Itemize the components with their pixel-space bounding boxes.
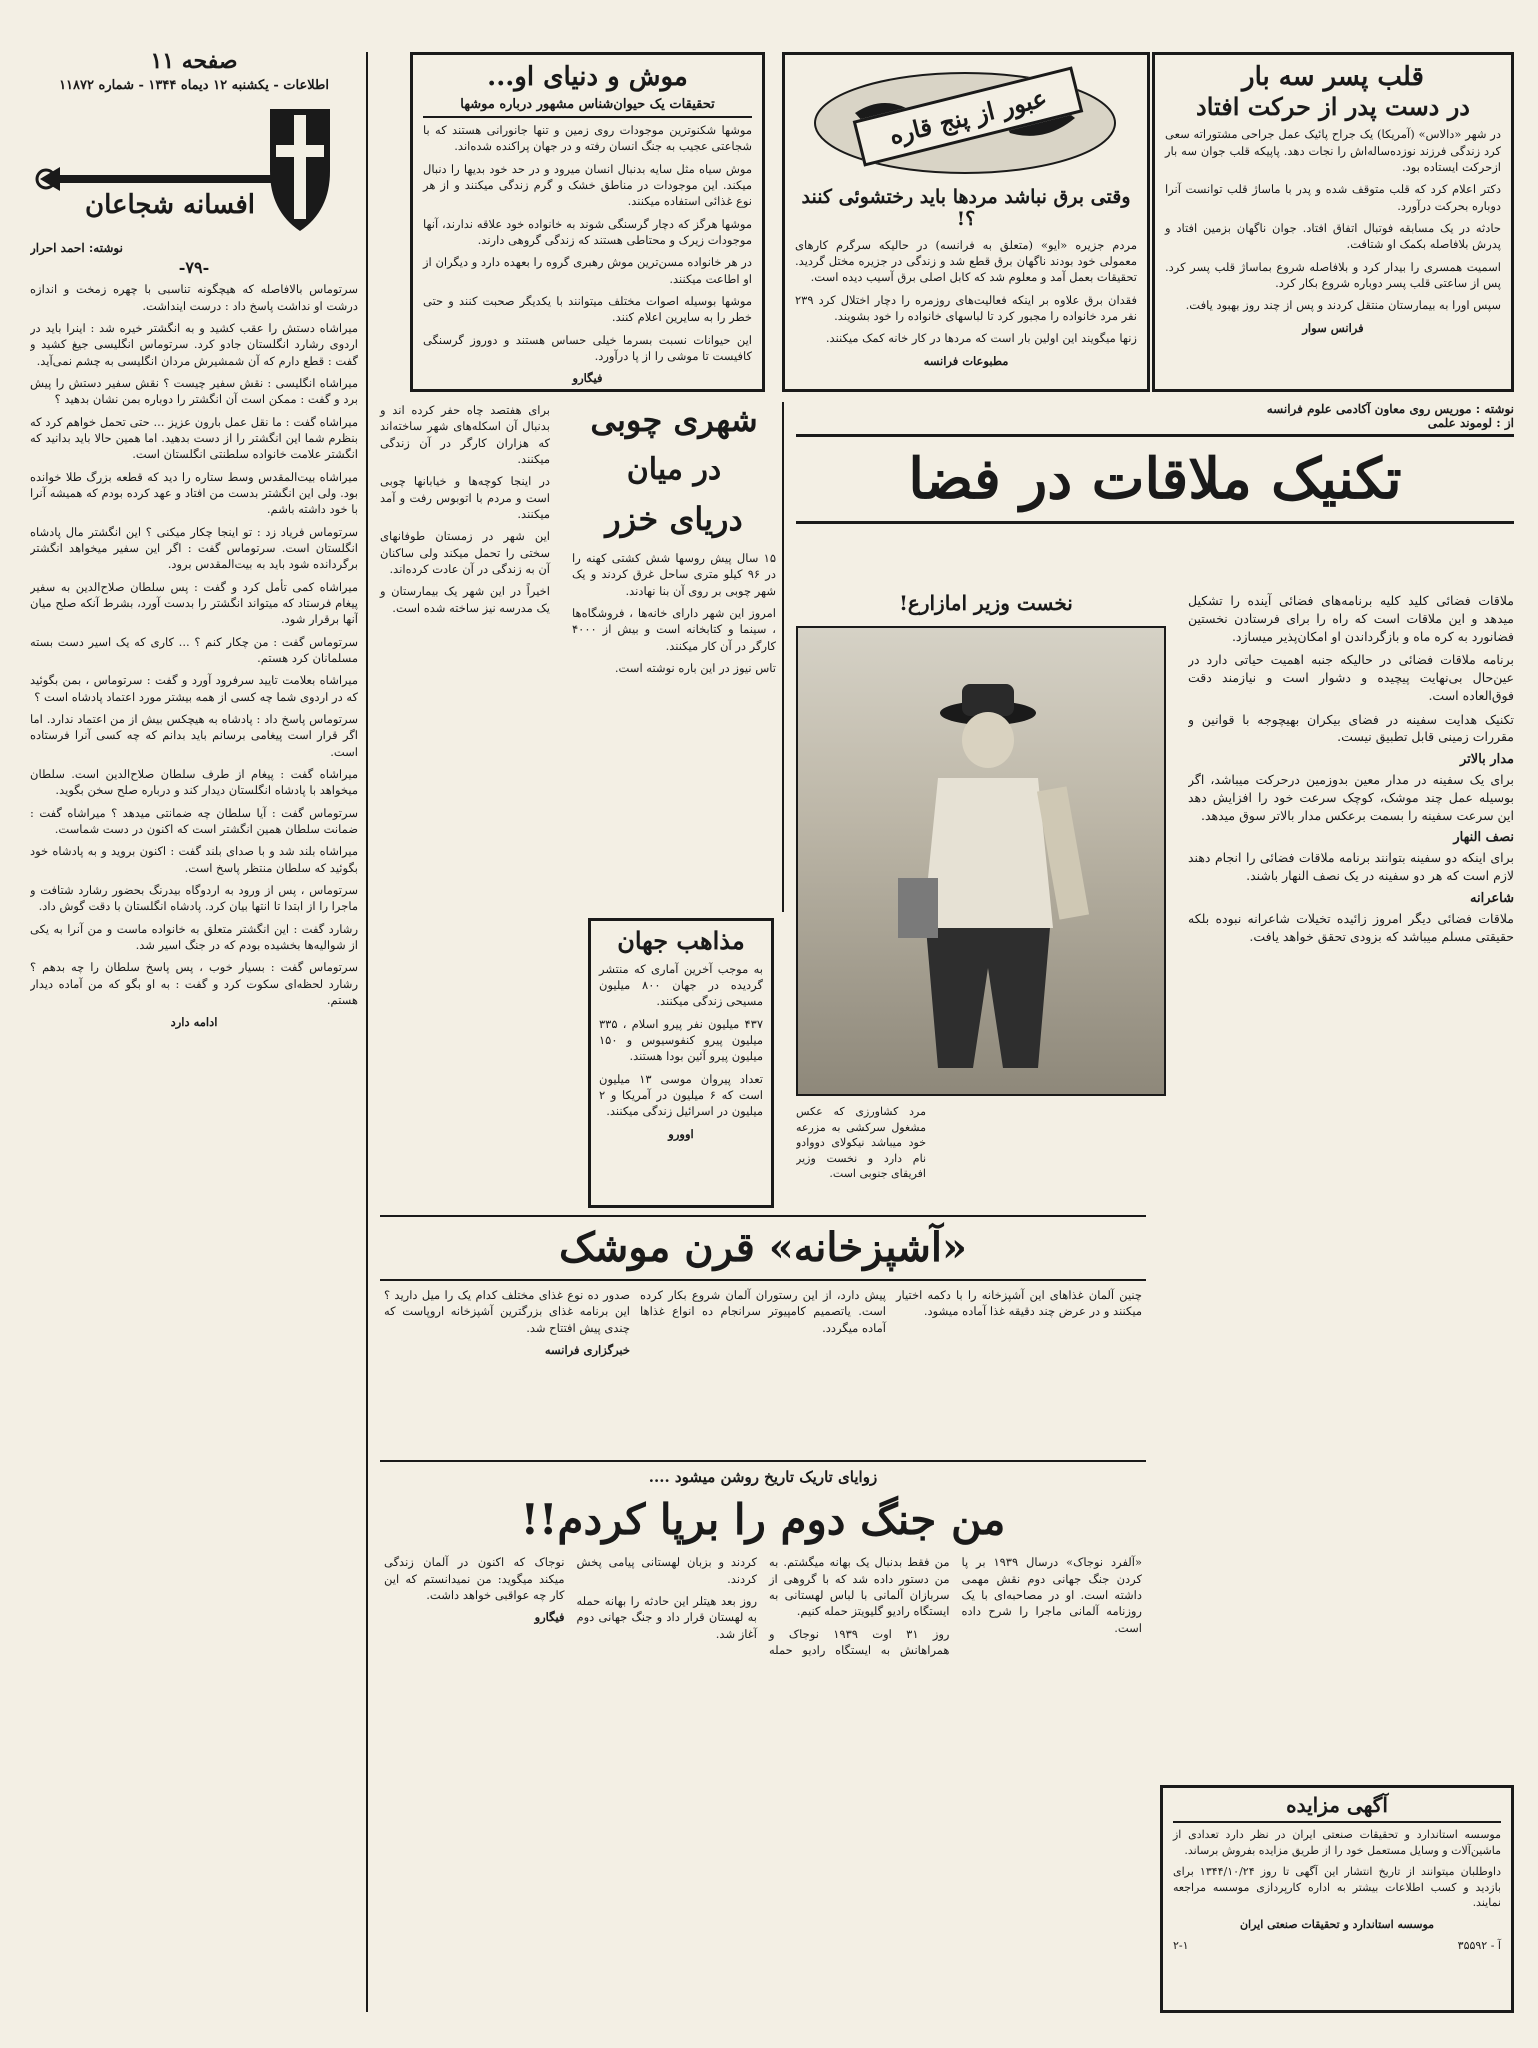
lightning-source: مطبوعات فرانسه	[923, 353, 1009, 368]
heart-paragraph: دکتر اعلام کرد که قلب متوقف شده و پدر با ماساژ قلب توانست آنرا دوباره بحرکت درآورد.	[1165, 182, 1501, 213]
story-paragraph: رشارد گفت : این انگشتر متعلق به خانواده ماست و من آنرا به یکی از شوالیه‌ها بخشیده بودم که در جنگ اسیر شد.	[30, 921, 358, 952]
story-title: افسانه شجاعان	[84, 190, 255, 220]
lightning-article	[782, 52, 1150, 392]
ww2-article	[380, 1460, 1146, 2028]
story-paragraph: سرتوماس گفت : بسیار خوب ، پس پاسخ سلطان را چه بدهم ؟ رشارد لحظه‌ای سکوت کرد و گفت : به او بگو که من آماده دیدار هستم.	[30, 960, 358, 1007]
auction-footer-code: ۲-۱	[1173, 1938, 1189, 1952]
story-paragraph: سرتوماس پاسخ داد : پادشاه به هیچکس بیش از من اعتماد ندارد. اما اگر قرار است پیغامی برسانم باید بدانم که چه کسی آنرا فرستاده است.	[30, 711, 358, 759]
story-paragraph: میراشاه بعلامت تایید سرفرود آورد و گفت : سرتوماس ، بمن بگوئید که در اردوی شما چه کسی از همه بیشتر مورد اعتماد پادشاه است ؟	[30, 673, 358, 704]
space-paragraph: تکنیک هدایت سفینه در فضای بیکران بهیچوجه با قوانین و مقررات زمینی قابل تطبیق نیست.	[1188, 711, 1514, 745]
space-text	[1188, 592, 1514, 1777]
story-paragraph: سرتوماس ، پس از ورود به اردوگاه بیدرنگ بحضور رشارد شتافت و ماجرا را از ابتدا تا انتها بیان کرد. پادشاه انگلستان با دقت گوش داد.	[30, 882, 358, 914]
wooden-city-title2: در میان	[626, 451, 722, 487]
middle-paragraph: اخیراً در این شهر یک بیمارستان و یک مدرسه نیز ساخته شده است.	[380, 584, 550, 615]
space-paragraph: برنامه ملاقات فضائی در حالیکه جنبه اهمیت حیاتی دارد در عین‌حال بی‌نهایت پیچیده و دشوار است و نیازمند دقت فوق‌العاده است.	[1188, 652, 1514, 703]
photo-caption: مرد کشاورزی که عکس مشغول سرکشی به مزرعه خود میباشد نیکولای دووادو نام دارد و نخست وزیر افریقای جنوبی است.	[796, 1105, 926, 1181]
middle-paragraph: برای هفتصد چاه حفر کرده اند و بدنبال آن اسکله‌های شهر ساخته‌اند که هزاران کارگر در آن زندگی میکنند.	[380, 403, 550, 466]
story-paragraph: میراشاه بیت‌المقدس وسط ستاره را دید که قطعه بزرگ طلا خوانده بود. ولی این انگشتر بدست من افتاد و عهد کرده بودم که همیشه آنرا با خود داشته باشم.	[30, 469, 358, 517]
story-paragraph: سرتوماس گفت : من چکار کنم ؟ ... کاری که یک اسیر دست بسته مسلمانان کرد هستم.	[30, 634, 358, 665]
heart-paragraph: سپس اورا به بیمارستان منتقل کردند و پس از چند روز بهبود یافت.	[1185, 298, 1501, 313]
wooden-city-title1: شهری چوبی	[590, 402, 758, 439]
wooden-city-paragraph: امروز این شهر دارای خانه‌ها ، فروشگاه‌ها ، سینما و کتابخانه است و بیش از ۴۰۰۰ کارگر در آن کار میکنند.	[572, 606, 776, 653]
religions-title: مذاهب جهان	[617, 926, 745, 955]
story-paragraph: میراشاه گفت : ما نقل عمل بارون عزیز ... حتی تحمل خواهم کرد که بنظرم شما این انگشتر را از دست بدهید. اما همین حالا باید بدانید که انگشتر علامت خانواده سلطنتی انگلستان است.	[30, 414, 358, 462]
heart-source: فرانس سوار	[1302, 320, 1364, 335]
mouse-title: موش و دنیای او...	[487, 62, 688, 92]
space-title: تکنیک ملاقات در فضا	[796, 434, 1514, 524]
religions-paragraph: به موجب آخرین آماری که منتشر گردیده در جهان ۸۰۰ میلیون مسیحی زندگی میکنند.	[599, 961, 763, 1009]
lightning-paragraph: زنها میگویند این اولین بار است که مردها در کار خانه کمک میکنند.	[825, 331, 1137, 346]
lightning-paragraph: مردم جزیره «ایو» (متعلق به فرانسه) در حالیکه سرگرم کارهای معمولی خود بودند ناگهان برق قطع شد و زندگی در جزیره مختل گردید. تحقیقات بعمل آمد و معلوم شد که کابل اصلی برق آسیب دیده است.	[795, 237, 1137, 285]
story-byline: نوشته: احمد احرار	[30, 241, 123, 255]
kitchen-title: «آشپزخانه» قرن موشک	[380, 1217, 1146, 1281]
auction-signature: موسسه استاندارد و تحقیقات صنعتی ایران	[1239, 1918, 1435, 1932]
column-divider	[366, 52, 368, 2012]
space-section-heading: نصف النهار	[1453, 830, 1514, 846]
lightning-paragraph: فقدان برق علاوه بر اینکه فعالیت‌های روزمره را دچار اختلال کرد ۲۳۹ نفر مرد خانواده را مجبور کرد تا لباسهای خانواده را خود بشویند.	[795, 292, 1137, 323]
ww2-source: فیگارو	[534, 1610, 565, 1625]
wooden-city-article	[566, 402, 784, 912]
story-paragraph: میراشاه دستش را عقب کشید و به انگشتر خیره شد : اینرا باید در اردوی رشارد انگلستان جادو کرد. سرتوماس انگلیسی جیغ کشید و گفت : قطع دارم که آن شمشیرش مردان انگلیسی به چشم نمی‌آید.	[30, 321, 358, 368]
lightning-title: وقتی برق نباشد مردها باید رختشوئی کنند ؟!	[801, 186, 1131, 230]
story-paragraph: سرتوماس گفت : آیا سلطان چه ضمانتی میدهد ؟ میراشاه گفت : ضمانت سلطان همین انگشتر است که اکنون در دست شماست.	[30, 805, 358, 836]
auction-ref: آ - ۳۵۵۹۲	[1457, 1938, 1501, 1952]
wooden-city-paragraph: ۱۵ سال پیش روسها شش کشتی کهنه را در ۹۶ کیلو متری ساحل غرق کردند و یک شهر چوبی بر روی آن بنا نهادند.	[572, 551, 776, 598]
mouse-paragraph: موشها شکنوترین موجودات روی زمین و تنها جانورانی هستند که با شجاعتی عجیب به جنگ انسان رفته و در جهان پراکنده شده‌اند.	[423, 122, 752, 154]
ww2-paragraph: روز بعد هیتلر این حادثه را بهانه حمله به لهستان قرار داد و جنگ جهانی دوم آغاز شد.	[576, 1593, 757, 1641]
ww2-kicker: زوایای تاریک تاریخ روشن میشود ....	[648, 1468, 878, 1486]
wooden-city-paragraph: تاس نیوز در این باره نوشته است.	[614, 661, 776, 676]
auction-title: آگهی مزایده	[1173, 1794, 1501, 1823]
wooden-city-title3: دریای خزر	[605, 500, 743, 539]
story-banner	[30, 101, 358, 241]
space-section-heading: شاعرانه	[1470, 890, 1514, 906]
space-paragraph: برای اینکه دو سفینه بتوانند برنامه ملاقات فضائی را انجام دهند لازم است که هر دو سفینه در یک نصف النهار باشند.	[1188, 850, 1514, 883]
space-author: نوشته : موریس روی معاون آکادمی علوم فرانسه	[1266, 402, 1514, 416]
middle-paragraph: در اینجا کوچه‌ها و خیابانها چوبی است و مردم با اتوبوس رفت و آمد میکنند.	[380, 474, 550, 521]
page-label: صفحه ۱۱	[150, 48, 238, 74]
story-episode: -۷۹-	[178, 258, 210, 277]
heart-paragraph: در شهر «دالاس» (آمریکا) یک جراح پائیک عمل جراحی مشتوراته سعی کرد زندگی فرزند نوزده‌ساله‌اش را نجات دهد. پاپیکه قلب جوان سه بار ازحرکت ایستاده بود.	[1165, 127, 1501, 175]
kitchen-paragraph: پیش دارد، از این رستوران آلمان شروع بکار کرده است. یاتصمیم کامپیوتر سرانجام ده انواع غذاها آماده میگردد.	[640, 1288, 886, 1335]
ww2-paragraph: «آلفرد نوجاک» درسال ۱۹۳۹ بر پا کردن جنگ جهانی دوم نقش مهمی داشته است. او در مصاحبه‌ای با یک روزنامه آلمانی ماجرا را شرح داده است.	[961, 1555, 1142, 1635]
space-paragraph: ملاقات فضائی کلید کلیه برنامه‌های فضائی آینده را تشکیل میدهد و این ملاقات است که راه را برای فرستادن نخستین فضانورد به کره ماه و بازگرداندن او امکان‌پذیر میسازد.	[1188, 593, 1514, 644]
mouse-source: فیگارو	[572, 371, 603, 386]
story-paragraph: میراشاه انگلیسی : نقش سفیر چیست ؟ نقش سفیر دستش را پیش برد و گفت : ممکن است آن انگشتر را دوباره بمن نشان بدهید ؟	[30, 376, 358, 407]
farmer-figure-icon	[798, 628, 1164, 1094]
story-body	[30, 281, 358, 1030]
space-subtitle: نخست وزیر امازارع!	[899, 592, 1073, 615]
ww2-paragraph: نوجاک که اکنون در آلمان زندگی میکند میگوید: من نمیدانستم که این کار چه عواقبی خواهد داشت.	[384, 1555, 565, 1602]
mouse-paragraph: در هر خانواده مسن‌ترین موش رهبری گروه را بعهده دارد و دیگران از او اطاعت میکنند.	[423, 255, 752, 286]
religions-article	[588, 918, 774, 1208]
story-column	[30, 48, 358, 2028]
story-paragraph: سرتوماس فریاد زد : تو اینجا چکار میکنی ؟ این انگشتر مال پادشاه انگلستان است. سرتوماس گفت : اگر این سفیر میخواهد انگشتر برگردانده شود باید به بیت‌المقدس برود.	[30, 524, 358, 572]
kitchen-source: خبرگزاری فرانسه	[544, 1342, 630, 1357]
ww2-paragraph: روز ۳۱ اوت ۱۹۳۹ نوجاک و همراهانش به ایستگاه رادیو حمله کردند و بزبان لهستانی پیامی پخش کردند.	[576, 1555, 950, 1657]
mouse-paragraph: این حیوانات نسبت بسرما خیلی حساس هستند و دوروز گرسنگی کافیست تا موشی را از پا درآورد.	[423, 332, 752, 363]
middle-paragraph: این شهر در زمستان طوفانهای سختی را تحمل میکند ولی ساکنان آن به زندگی در آن عادت کرده‌اند.	[380, 529, 550, 576]
ww2-paragraph: من فقط بدنبال یک بهانه میگشتم. به من دستور داده شد که با گروهی از سربازان آلمانی با لباس لهستانی به ایستگاه رادیو گلیویتز حمله کنیم.	[769, 1555, 950, 1619]
kitchen-paragraph: صدور ده نوع غذای مختلف کدام یک را میل دارید ؟ این برنامه غذای بزرگترین آشپزخانه اروپاست که چندی پیش افتتاح شد.	[384, 1288, 630, 1335]
issue-line: اطلاعات - یکشنبه ۱۲ دیماه ۱۳۴۴ - شماره ۱۱۸۷۲	[59, 78, 329, 93]
space-section-heading: مدار بالاتر	[1460, 752, 1514, 767]
kitchen-article	[380, 1215, 1146, 1455]
heart-title-line1: قلب پسر سه بار	[1242, 62, 1424, 92]
farmer-photo	[796, 626, 1166, 1096]
masthead	[30, 48, 358, 93]
auction-notice	[1160, 1785, 1514, 2013]
heart-title-line2: در دست پدر از حرکت افتاد	[1196, 91, 1470, 121]
mouse-paragraph: موشها هرگز که دچار گرسنگی شوند به خانواده خود علاقه ندارند، آنها موجودات زیرک و محتاطی هستند که زندگی گروهی دارند.	[423, 216, 752, 247]
heart-paragraph: اسمیت همسری را بیدار کرد و بلافاصله شروع بماساژ قلب پسر کرد. پس از ساعتی قلب پسر دوباره شروع بکار کرد.	[1165, 259, 1501, 291]
story-paragraph: میراشاه بلند شد و با صدای بلند گفت : اکنون بروید و به پادشاه خود بگوئید که سلطان منتظر پاسخ است.	[30, 844, 358, 875]
mouse-paragraph: موش سیاه مثل سایه بدنبال انسان میرود و در حد خود بدیها را دنبال میکند. این موجودات در مناطق خشک و گرم زندگی میکنند و از هر نوع غذائی استفاده میکنند.	[423, 161, 752, 209]
story-paragraph: میراشاه گفت : پیغام از طرف سلطان صلاح‌الدین است. سلطان میخواهد با پادشاه انگلستان دیدار کند و درباره صلح سخن بگوید.	[30, 766, 358, 798]
auction-paragraph: موسسه استاندارد و تحقیقات صنعتی ایران در نظر دارد تعدادی از ماشین‌آلات و وسایل مستعمل خود را از طریق مزایده بفروش برساند.	[1173, 1828, 1501, 1857]
story-paragraph: میراشاه کمی تأمل کرد و گفت : پس سلطان صلاح‌الدین به سفیر پیغام فرستاد که میتواند انگشتر را بدست آورد، بشرط آنکه صلح میان آنها برقرار شود.	[30, 579, 358, 627]
middle-column	[376, 402, 554, 1062]
ww2-title: من جنگ دوم را برپا کردم!!	[520, 1495, 1006, 1544]
space-paragraph: ملاقات فضائی دیگر امروز زائیده تخیلات شاعرانه نبوده بلکه حقیقتی مسلم میباشد که بزودی تحقق خواهد یافت.	[1188, 910, 1514, 944]
story-paragraph: سرتوماس بالافاصله که هیچگونه تناسبی با چهره زمخت و اندازه درشت او نداشت پاسخ داد : درست اینداشت.	[30, 282, 358, 313]
mouse-paragraph: موشها بوسیله اصوات مختلف میتوانند با یکدیگر صحبت کنند و حتی خطر را به سایرین اعلام کنند.	[423, 293, 752, 325]
religions-source: اوورو	[668, 1126, 694, 1141]
heart-paragraph: حادثه در یک مسابقه فوتبال اتفاق افتاد. جوان ناگهان بزمین افتاد و پدرش بلافاصله بکمک او شتافت.	[1165, 221, 1501, 252]
space-paragraph: برای یک سفینه در مدار معین بدوزمین درحرکت میباشد، اگر بوسیله عمل چند موشک، کوچک سرعت خود را افزایش دهد این سرعت سفینه را بسمت برعکس مدار بالاتر سوق میدهد.	[1188, 772, 1514, 823]
mouse-article	[410, 52, 765, 392]
kitchen-paragraph: چنین آلمان غذاهای این آشپزخانه را با دکمه اختیار میکنند و در عرض چند دقیقه غذا آماده میشود.	[896, 1288, 1142, 1319]
auction-paragraph: داوطلبان میتوانند از تاریخ انتشار این آگهی تا روز ۱۳۴۴/۱۰/۲۴ برای بازدید و کسب اطلاعات بیشتر به اداره کارپردازی موسسه مراجعه نمایند.	[1173, 1865, 1501, 1910]
religions-paragraph: تعداد پیروان موسی ۱۳ میلیون است که ۶ میلیون در آمریکا و ۲ میلیون در اسرائیل زندگی میکنند.	[599, 1071, 763, 1119]
heart-article	[1152, 52, 1514, 392]
religions-paragraph: ۴۳۷ میلیون نفر پیرو اسلام ، ۳۳۵ میلیون پیرو کنفوسیوس و ۱۵۰ میلیون پیرو آئین بودا هستند.	[599, 1016, 763, 1064]
mouse-subtitle: تحقیقات یک حیوان‌شناس مشهور درباره موشها	[423, 97, 752, 118]
stamp-banner	[795, 63, 1137, 183]
stamp-title: عبور از پنج قاره	[853, 66, 1084, 166]
space-translator: از : لوموند علمی	[1427, 416, 1514, 430]
story-end: ادامه دارد	[170, 1015, 218, 1030]
